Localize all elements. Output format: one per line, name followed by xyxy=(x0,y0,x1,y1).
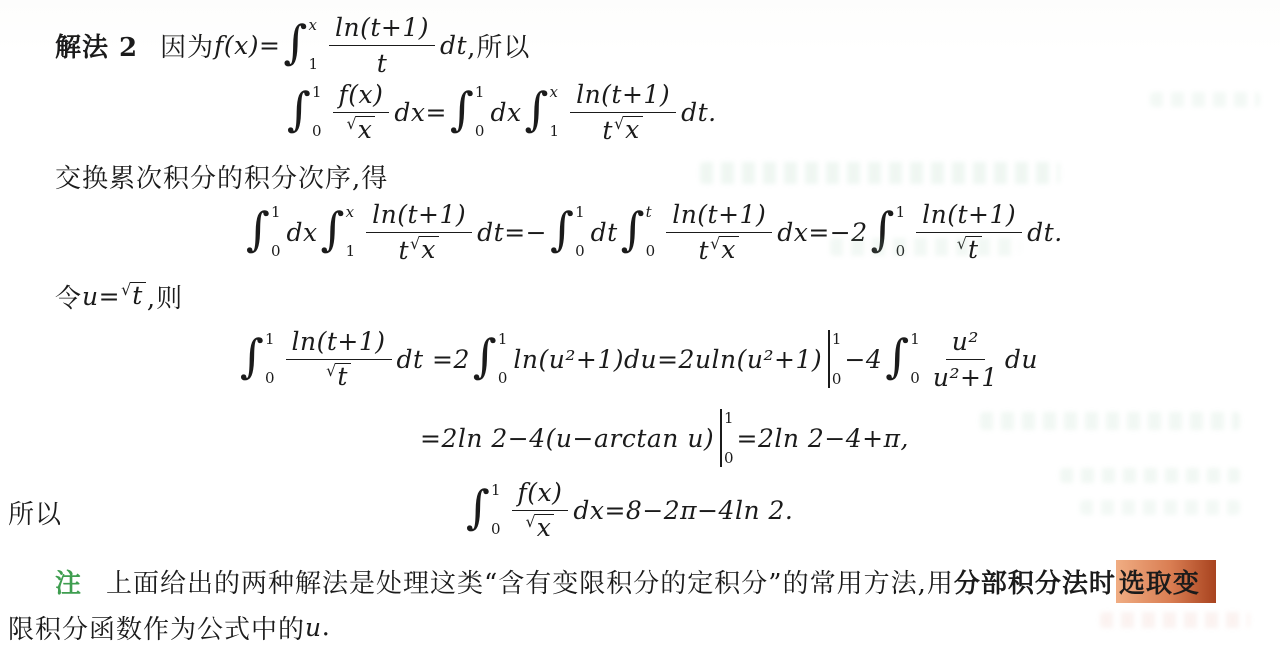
square-root xyxy=(957,236,982,263)
integral-limits xyxy=(575,203,585,260)
radicand xyxy=(966,236,982,263)
integral xyxy=(240,329,278,387)
integral-sign: ∫ xyxy=(620,202,645,257)
math-text: f(x)= xyxy=(214,30,281,60)
math-text: t xyxy=(337,362,348,392)
fraction-denominator xyxy=(954,233,985,263)
note-line-1 xyxy=(55,560,1216,602)
equation-c xyxy=(237,322,1038,396)
scan-artifact xyxy=(1060,468,1240,483)
integral-lower-limit: 0 xyxy=(575,242,585,260)
radicand xyxy=(419,236,439,263)
fraction xyxy=(329,13,435,78)
evaluation-lower-limit: 0 xyxy=(723,449,734,467)
integral-upper-limit: 1 xyxy=(311,83,322,101)
fraction-denominator xyxy=(600,113,645,145)
solution-label: 解法 2 xyxy=(55,32,139,63)
fraction-numerator xyxy=(366,200,472,233)
integral xyxy=(885,329,923,387)
math-text: t xyxy=(602,115,613,145)
evaluation-bar-line xyxy=(720,409,722,467)
radical-sign: √ xyxy=(710,233,721,253)
scan-artifact xyxy=(1080,500,1240,515)
fraction xyxy=(333,80,390,143)
integral xyxy=(524,82,563,140)
radicand xyxy=(535,514,555,541)
scan-artifact xyxy=(1100,612,1250,628)
math-text: ln(t+1) xyxy=(335,12,430,42)
integral-lower-limit: 0 xyxy=(311,122,322,140)
fraction-numerator xyxy=(329,13,435,46)
square-root xyxy=(410,233,439,264)
integral xyxy=(449,82,488,140)
integral-sign: ∫ xyxy=(550,202,575,257)
chinese-text: 因为 xyxy=(160,32,215,63)
fraction-denominator xyxy=(523,511,558,541)
equation-d xyxy=(420,404,909,472)
scan-artifact xyxy=(980,412,1240,430)
chinese-text: 令 xyxy=(55,283,83,314)
fraction-numerator xyxy=(286,327,392,360)
scan-artifact xyxy=(700,162,1060,184)
integral-upper-limit: x xyxy=(549,83,558,101)
integral-upper-limit: 1 xyxy=(497,330,508,348)
fraction xyxy=(570,80,676,145)
integral xyxy=(870,202,909,260)
integral-sign: ∫ xyxy=(283,15,308,70)
math-text: dx= xyxy=(394,97,447,127)
math-text: u² xyxy=(951,326,979,356)
note-line-2-period: . xyxy=(321,612,331,642)
fraction-denominator xyxy=(344,113,379,143)
radical-sign: √ xyxy=(956,234,967,254)
square-root xyxy=(347,116,376,143)
integral-lower-limit: 1 xyxy=(549,122,560,140)
math-text: dt. xyxy=(681,97,717,127)
math-text: dx xyxy=(286,217,318,247)
math-text: dx=8−2π−4ln 2. xyxy=(573,495,794,525)
math-text: ln(t+1) xyxy=(672,199,767,229)
note-text-bold: 分部积分法时 xyxy=(953,568,1116,599)
math-text: x xyxy=(721,234,736,264)
radical-sign: √ xyxy=(410,233,421,253)
evaluation-bar-line xyxy=(828,330,830,388)
square-root xyxy=(121,282,146,309)
integral-sign: ∫ xyxy=(870,202,895,257)
solution-line-5 xyxy=(55,274,183,318)
integral xyxy=(320,202,359,260)
note-line-2-text: 限积分函数作为公式中的 xyxy=(8,614,306,645)
note-line-2 xyxy=(8,606,331,648)
integral-lower-limit: 0 xyxy=(645,242,656,260)
chinese-text: ,所以 xyxy=(467,32,531,63)
math-text: dt=− xyxy=(477,217,548,247)
integral-sign: ∫ xyxy=(320,202,345,257)
radicand xyxy=(130,282,146,309)
integral-sign: ∫ xyxy=(240,329,264,384)
solution-line-3 xyxy=(55,156,388,196)
radicand xyxy=(356,116,376,143)
suoyi-text: 所以 xyxy=(8,499,63,530)
evaluation-bar xyxy=(828,330,841,388)
integral-upper-limit: 1 xyxy=(270,203,281,221)
integral-upper-limit: x xyxy=(345,203,355,221)
math-text: t xyxy=(376,48,388,78)
math-text: dt =2 xyxy=(396,344,470,374)
integral-limits xyxy=(910,330,920,387)
integral-limits xyxy=(264,330,275,387)
square-root xyxy=(710,233,739,264)
integral-lower-limit: 1 xyxy=(345,242,356,260)
note-label: 注 xyxy=(55,568,83,599)
math-text: u²+1 xyxy=(932,362,998,392)
math-text: =2ln 2−4+π, xyxy=(736,423,909,453)
integral-upper-limit: 1 xyxy=(264,330,275,348)
equation-a xyxy=(284,78,717,146)
integral-lower-limit: 0 xyxy=(264,369,275,387)
integral-sign: ∫ xyxy=(449,82,474,137)
evaluation-upper-limit: 1 xyxy=(831,330,842,348)
fraction xyxy=(512,478,569,541)
math-text: f(x) xyxy=(517,478,563,508)
math-text: ln(u²+1)du=2uln(u²+1) xyxy=(513,344,823,374)
radicand xyxy=(623,116,643,143)
math-text: x xyxy=(421,234,436,264)
equation-e xyxy=(463,476,793,544)
integral-sign: ∫ xyxy=(524,82,549,137)
integral-upper-limit: x xyxy=(308,16,317,34)
integral-sign: ∫ xyxy=(246,202,270,257)
math-text: −4 xyxy=(844,344,883,374)
fraction-numerator xyxy=(666,200,772,233)
math-text: ln(t+1) xyxy=(922,200,1017,230)
fraction xyxy=(931,327,1000,392)
evaluation-limits xyxy=(724,409,734,467)
fraction xyxy=(916,200,1022,263)
math-text: x xyxy=(357,115,373,145)
integral-limits xyxy=(645,203,656,260)
math-text: u= xyxy=(82,281,121,311)
math-text: =2ln 2−4(u−arctan u) xyxy=(420,423,715,453)
fraction-denominator xyxy=(375,46,390,78)
solution-line-3-text: 交换累次积分的积分次序,得 xyxy=(55,163,389,194)
radical-sign: √ xyxy=(326,361,337,381)
integral-lower-limit: 0 xyxy=(497,369,508,387)
integral-lower-limit: 1 xyxy=(308,55,318,73)
math-text: x xyxy=(536,513,552,543)
radicand xyxy=(719,236,739,263)
evaluation-limits xyxy=(832,330,842,388)
integral-limits xyxy=(549,83,560,140)
fraction-numerator xyxy=(512,478,569,511)
math-text: ln(t+1) xyxy=(372,199,467,229)
integral-sign: ∫ xyxy=(287,82,311,137)
integral xyxy=(550,202,588,260)
integral-lower-limit: 0 xyxy=(910,369,920,387)
radical-sign: √ xyxy=(525,512,536,532)
integral-limits xyxy=(270,203,281,260)
integral-limits xyxy=(490,481,501,538)
fraction-denominator xyxy=(697,233,742,265)
integral-lower-limit: 0 xyxy=(490,520,501,538)
math-text: f(x) xyxy=(338,80,384,110)
note-text-normal: 上面给出的两种解法是处理这类“含有变限积分的定积分”的常用方法,用 xyxy=(106,568,954,599)
math-text: dt xyxy=(440,30,468,60)
fraction-denominator xyxy=(931,360,1000,392)
radical-sign: √ xyxy=(121,280,132,300)
fraction-numerator xyxy=(570,80,676,113)
square-root xyxy=(613,113,643,144)
integral-lower-limit: 0 xyxy=(270,242,281,260)
integral xyxy=(466,480,504,538)
fraction-numerator xyxy=(946,327,985,360)
integral-sign: ∫ xyxy=(885,329,910,384)
fraction xyxy=(666,200,772,265)
scan-artifact xyxy=(1150,92,1260,107)
integral xyxy=(287,82,325,140)
chinese-text: ,则 xyxy=(146,283,184,314)
fraction-denominator xyxy=(396,233,441,265)
integral-lower-limit: 0 xyxy=(474,122,485,140)
evaluation-upper-limit: 1 xyxy=(723,409,734,427)
math-text: x xyxy=(625,114,640,144)
integral-upper-limit: t xyxy=(645,203,652,221)
math-text: t xyxy=(398,235,410,265)
integral-limits xyxy=(311,83,322,140)
integral-sign: ∫ xyxy=(472,329,497,384)
math-text: dx=−2 xyxy=(777,217,868,247)
integral-limits xyxy=(308,16,318,73)
fraction-numerator xyxy=(333,80,390,113)
integral-sign: ∫ xyxy=(466,480,490,535)
math-text: dt. xyxy=(1027,217,1063,247)
integral-limits xyxy=(497,330,508,387)
solution-line-1-math xyxy=(160,13,530,78)
integral-upper-limit: 1 xyxy=(575,203,585,221)
integral-limits xyxy=(474,83,485,140)
math-text: dx xyxy=(490,97,522,127)
math-text: du xyxy=(1004,344,1038,374)
fraction xyxy=(366,200,472,265)
evaluation-lower-limit: 0 xyxy=(831,370,842,388)
math-text: ln(t+1) xyxy=(291,327,386,357)
integral-limits xyxy=(895,203,906,260)
note-text-highlighted: 选取变 xyxy=(1116,560,1216,603)
fraction-denominator xyxy=(323,360,354,390)
equation-b xyxy=(243,198,1063,266)
radical-sign: √ xyxy=(346,114,357,134)
integral xyxy=(472,329,511,387)
integral xyxy=(246,202,284,260)
fraction xyxy=(286,327,392,390)
solution-line-1 xyxy=(55,12,530,78)
evaluation-bar xyxy=(720,409,733,467)
fraction-numerator xyxy=(916,200,1022,233)
integral-upper-limit: 1 xyxy=(910,330,920,348)
math-text: t xyxy=(698,235,710,265)
integral-upper-limit: 1 xyxy=(895,203,906,221)
math-text: t xyxy=(132,281,143,311)
integral xyxy=(283,15,321,73)
integral-upper-limit: 1 xyxy=(474,83,485,101)
integral-lower-limit: 0 xyxy=(895,242,906,260)
radicand xyxy=(335,363,351,390)
radical-sign: √ xyxy=(613,113,625,133)
math-text: dt xyxy=(590,217,618,247)
square-root xyxy=(526,514,555,541)
math-text: t xyxy=(967,235,979,265)
integral-upper-limit: 1 xyxy=(490,481,501,499)
integral-limits xyxy=(345,203,356,260)
solution-line-8-label xyxy=(8,492,62,532)
note-line-2-variable: u xyxy=(305,612,322,642)
square-root xyxy=(326,363,351,390)
math-text: ln(t+1) xyxy=(576,79,671,109)
integral xyxy=(620,202,659,260)
